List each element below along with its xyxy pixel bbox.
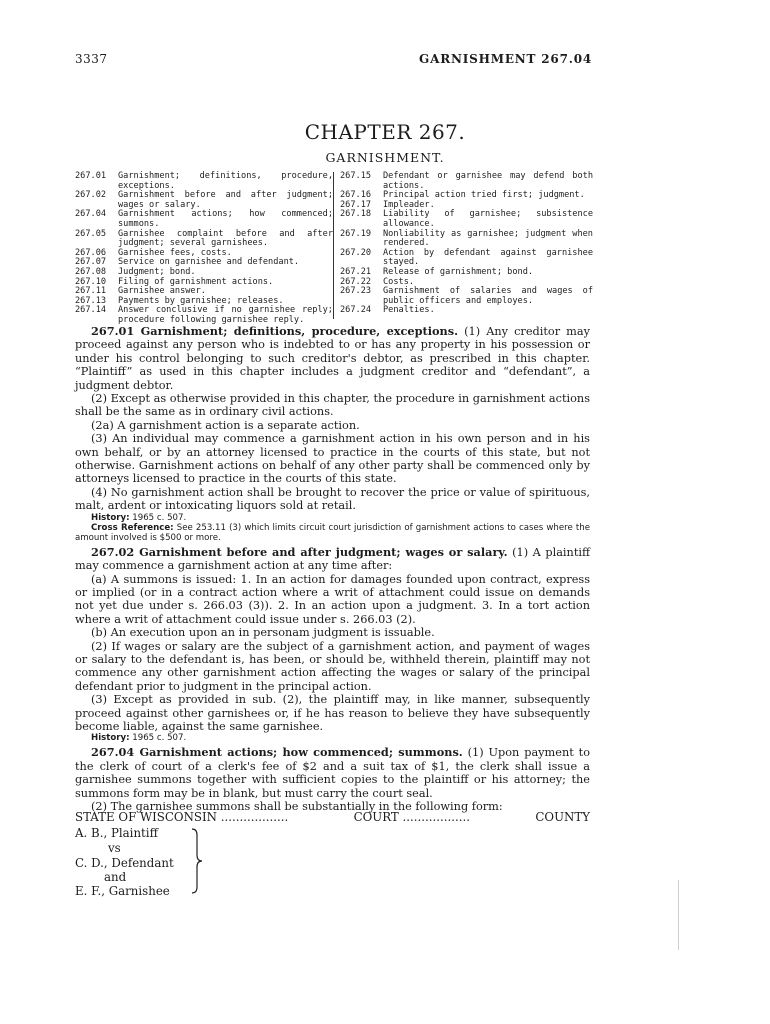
form-county: COUNTY [535,810,590,824]
section-267-04 [75,746,590,800]
toc-entry [340,172,593,191]
toc-entry [340,210,593,229]
toc-entry [75,210,333,229]
toc-section-number: 267.14 [75,305,107,316]
toc-section-title: Garnishee fees, costs. [118,247,232,258]
toc-section-title: Defendant or garnishee may defend both actions. [383,171,593,191]
toc-section-number: 267.18 [340,209,372,220]
toc-section-number: 267.07 [75,257,107,268]
running-title: GARNISHMENT 267.04 [419,52,592,66]
toc-section-title: Liability of garnishee; subsistence allowance. [383,209,593,229]
history-note [75,733,590,743]
subsection: (2) If wages or salary are the subject of a garnishment action, and payment of wages or salary to the defendant is, has been, or should be, withheld therein, plaintiff may not commence any other garnishment action affecting the wages or salary of the principal defendant prior to judgment in the principal action. [75,639,590,693]
cross-reference-text: See 253.11 (3) which limits circuit court jurisdiction of garnishment actions to cases where the amount involved is $500 or more. [75,522,590,543]
toc-section-number: 267.22 [340,276,372,287]
chapter-title: CHAPTER 267. [304,120,466,144]
margin-rule [678,880,679,950]
toc-section-title: Principal action tried first; judgment. [383,190,585,201]
toc-section-title: Answer conclusive if no garnishee reply; procedure following garnishee reply. [118,305,333,325]
toc-section-title: Garnishment before and after judgment; wages or salary. [118,190,333,210]
subsection: (3) An individual may commence a garnishment action in his own person and in his own behalf, or by an attorney licensed to practice in the courts of this state, but not otherwise. Garnishment actions on behalf of any other party shall be commenced only by attorneys licensed to practice in the courts of this state. [75,432,590,486]
toc-section-number: 267.13 [75,295,107,306]
history-note [75,513,590,543]
cross-reference-label: Cross Reference: [91,522,174,533]
subsection: (2) The garnishee summons shall be substantially in the following form: [91,800,503,813]
toc-entry [75,230,333,249]
toc-entry [340,268,593,278]
history-label: History: [91,512,130,523]
summons-form [75,810,590,825]
toc-entry [340,230,593,249]
toc-section-number: 267.19 [340,228,372,239]
subsection: (4) No garnishment action shall be brought to recover the price or value of spirituous, malt, ardent or intoxicating liquors sold at retail. [75,485,590,513]
section-text: (1) A plaintiff may commence a garnishment action at any time after: [75,545,590,573]
toc-entry [75,172,333,191]
section-heading: 267.02 Garnishment before and after judgment; wages or salary. [91,544,508,559]
form-vs: vs [108,841,121,855]
toc-section-title: Payments by garnishee; releases. [118,295,284,306]
toc-entry [75,191,333,210]
toc-section-number: 267.01 [75,171,107,181]
toc-section-number: 267.04 [75,209,107,220]
toc-entry [340,249,593,268]
form-garnishee: E. F., Garnishee [75,884,170,898]
toc-section-number: 267.23 [340,286,372,297]
toc-entry [340,287,593,306]
toc-section-title: Impleader. [383,199,435,210]
parties-brace [190,827,204,895]
toc-divider [333,172,334,319]
section-267-01 [75,325,590,392]
chapter-name: GARNISHMENT. [325,150,445,165]
toc-entry [75,306,333,325]
subsection: (2a) A garnishment action is a separate action. [91,418,360,432]
toc-entry [75,258,333,268]
toc-section-title: Garnishment; definitions, procedure, exceptions. [118,171,333,191]
toc-section-title: Penalties. [383,305,435,316]
toc-left-column [75,172,333,326]
history-text: 1965 c. 507. [129,512,187,523]
toc-entry [340,306,593,316]
history-label: History: [91,733,130,744]
form-court: COURT .................. [353,810,471,824]
toc-section-title: Nonliability as garnishee; judgment when rendered. [383,228,593,249]
toc-section-title: Garnishee complaint before and after judgment; several garnishees. [118,228,333,249]
section-heading: 267.04 Garnishment actions; how commenced; summons. [91,745,463,760]
toc-section-number: 267.10 [75,276,107,287]
toc-section-number: 267.24 [340,305,372,316]
toc-entry [340,191,593,201]
toc-section-title: Costs. [383,276,415,287]
subsection: (3) Except as provided in sub. (2), the plaintiff may, in like manner, subsequently proceed against other garnishees or, if he has reason to believe they have subsequently become liable, against the same garnishee. [75,693,590,733]
toc-section-number: 267.11 [75,286,107,297]
toc-section-title: Garnishee answer. [118,286,206,297]
toc-section-number: 267.06 [75,247,107,258]
history-text: 1965 c. 507. [129,733,187,744]
toc-section-title: Garnishment of salaries and wages of public officers and employes. [383,286,593,306]
toc-section-number: 267.21 [340,266,372,277]
toc-section-title: Judgment; bond. [118,266,196,277]
section-text: (1) Any creditor may proceed against any person who is indebted to or has any property in his possession or under his control belonging to such creditor's debtor, as prescribed in this chapter. “Plaintiff” as used in this chapter includes a judgment creditor and “defendant”, a judgment debtor. [75,325,590,392]
toc-section-title: Release of garnishment; bond. [383,266,534,277]
toc-section-number: 267.08 [75,266,107,277]
form-and: and [104,870,127,884]
section-267-02 [75,546,590,573]
subsection: (2) Except as otherwise provided in this chapter, the procedure in garnishment actions shall be the same as in ordinary civil actions. [75,392,590,419]
toc-section-title: Filing of garnishment actions. [118,276,274,287]
toc-section-number: 267.02 [75,190,107,201]
toc-section-number: 267.17 [340,199,372,210]
form-plaintiff: A. B., Plaintiff [75,826,158,840]
toc-section-number: 267.05 [75,228,107,239]
toc-section-title: Service on garnishee and defendant. [118,257,300,268]
toc-section-title: Action by defendant against garnishee stayed. [383,247,593,268]
page-number: 3337 [75,52,108,66]
form-state: STATE OF WISCONSIN .................. [75,810,289,824]
toc-section-number: 267.20 [340,247,372,258]
form-defendant: C. D., Defendant [75,856,174,870]
paragraph: (b) An execution upon an in personam judgment is issuable. [91,626,435,640]
form-caption-line [75,810,590,825]
toc-section-title: Garnishment actions; how commenced; summons. [118,209,333,229]
paragraph: (a) A summons is issued: 1. In an action for damages founded upon contract, express or implied (or in a contract action where a writ of attachment could issue on demands not yet due under s. 266.03 (3)). 2. In an action upon a judgment. 3. In a tort action where a writ of attachment could issue under s. 266.03 (2). [75,572,590,626]
toc-section-number: 267.15 [340,171,372,181]
section-text: (1) Upon payment to the clerk of court of a clerk's fee of $2 and a suit tax of $1, the clerk shall issue a garnishee summons together with sufficient copies to the plaintiff or his attorney; the summons form may be in blank, but must carry the court seal. [75,746,590,800]
toc-section-number: 267.16 [340,190,372,201]
section-heading: 267.01 Garnishment; definitions, procedure, exceptions. [91,324,459,338]
toc-right-column [340,172,593,316]
statute-body [75,325,590,813]
